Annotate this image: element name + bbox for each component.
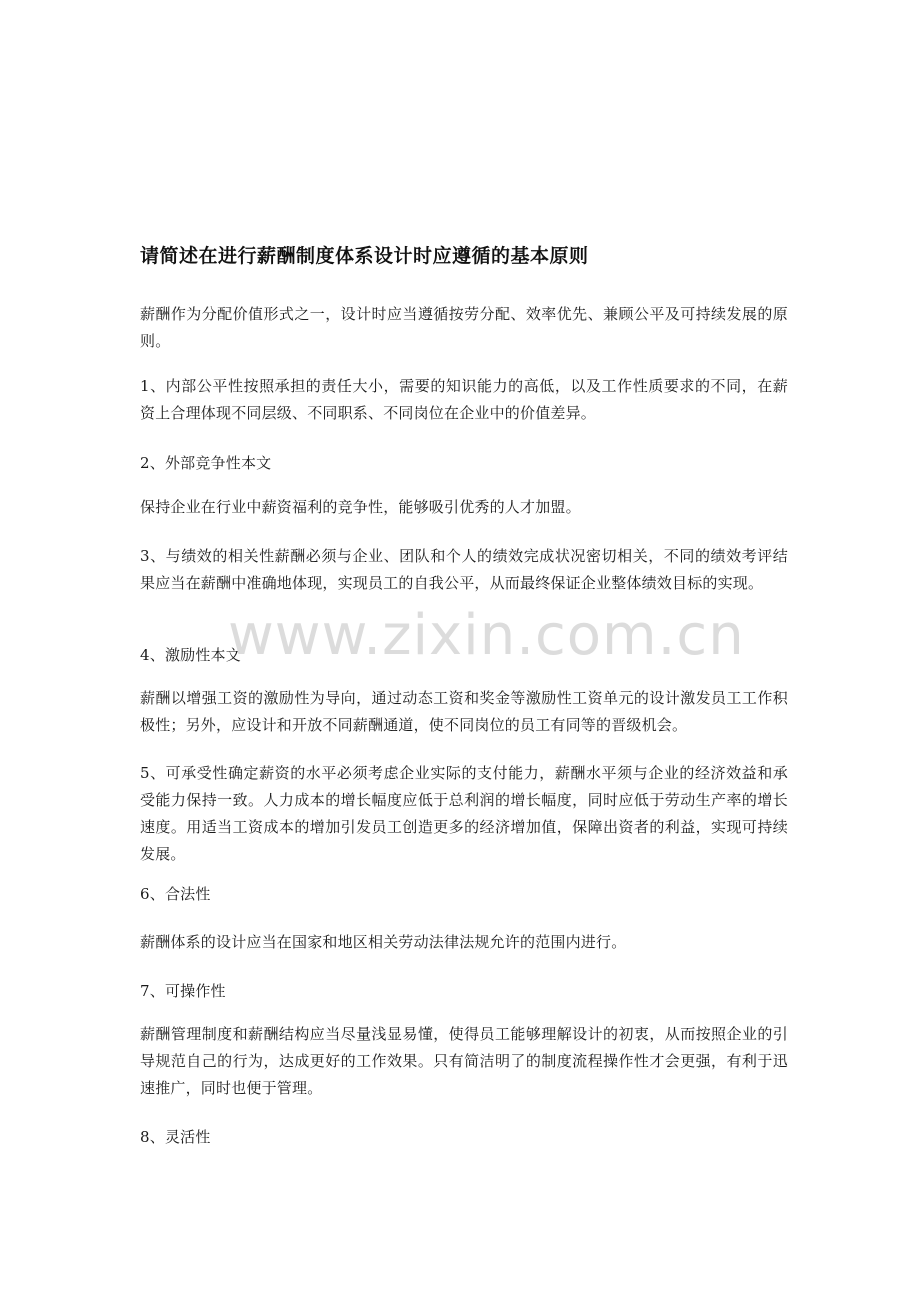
principle-1-paragraph: 1、内部公平性按照承担的责任大小，需要的知识能力的高低，以及工作性质要求的不同，在薪资上合理体现不同层级、不同职系、不同岗位在企业中的价值差异。 (140, 377, 788, 422)
principle-6-heading: 6、合法性 (140, 885, 211, 903)
principle-5-paragraph: 5、可承受性确定薪资的水平必须考虑企业实际的支付能力，薪酬水平须与企业的经济效益和承受能力保持一致。人力成本的增长幅度应低于总利润的增长幅度，同时应低于劳动生产率的增长速度。用适当工资成本的增加引发员工创造更多的经济增加值，保障出资者的利益，实现可持续发展。 (140, 764, 788, 863)
principle-6-body: 薪酬体系的设计应当在国家和地区相关劳动法律法规允许的范围内进行。 (140, 933, 627, 951)
principle-7-body: 薪酬管理制度和薪酬结构应当尽量浅显易懂，使得员工能够理解设计的初衷，从而按照企业的引导规范自己的行为，达成更好的工作效果。只有简洁明了的制度流程操作性才会更强，有利于迅速推广，同时也便于管理。 (140, 1025, 788, 1097)
principle-8-heading: 8、灵活性 (140, 1128, 211, 1146)
principle-7-heading: 7、可操作性 (140, 982, 226, 1000)
intro-paragraph: 薪酬作为分配价值形式之一，设计时应当遵循按劳分配、效率优先、兼顾公平及可持续发展的原则。 (140, 305, 788, 350)
principle-2-heading: 2、外部竞争性本文 (140, 454, 272, 472)
principle-4-body: 薪酬以增强工资的激励性为导向，通过动态工资和奖金等激励性工资单元的设计激发员工工作积极性；另外，应设计和开放不同薪酬通道，使不同岗位的员工有同等的晋级机会。 (140, 689, 788, 734)
document-title: 请简述在进行薪酬制度体系设计时应遵循的基本原则 (140, 245, 589, 267)
watermark: www.zixin.com.cn (228, 603, 745, 668)
principle-2-body: 保持企业在行业中薪资福利的竞争性，能够吸引优秀的人才加盟。 (140, 498, 581, 516)
principle-4-heading: 4、激励性本文 (140, 646, 241, 664)
principle-3-paragraph: 3、与绩效的相关性薪酬必须与企业、团队和个人的绩效完成状况密切相关，不同的绩效考评结果应当在薪酬中准确地体现，实现员工的自我公平，从而最终保证企业整体绩效目标的实现。 (140, 547, 788, 592)
